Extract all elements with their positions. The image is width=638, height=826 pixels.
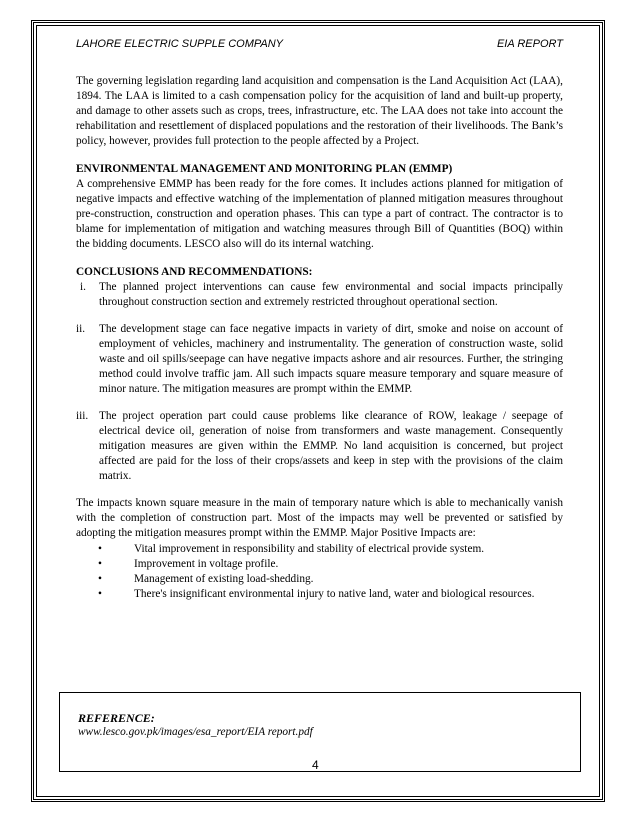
impacts-paragraph: The impacts known square measure in the main of temporary nature which is able to mechanically vanish with the completion of construction part. Most of the impacts may well be prevented or satisfied by adopting the mitigation measures prompt within the EMMP. Major Positive Impacts are: <box>76 497 563 539</box>
emmp-heading: ENVIRONMENTAL MANAGEMENT AND MONITORING PLAN (EMMP) <box>76 163 453 175</box>
item-text: The project operation part could cause problems like clearance of ROW, leakage / seepage of electrical device oil, generation of noise from transformers and waste management. Consequently mitigation measures are given within the EMMP. No land acquisition is concerned, but project affected are paid for the loss of their crops/assets and keep in step with the provisions of the claim matrix. <box>99 410 563 482</box>
item-text: The planned project interventions can cause few environmental and social impacts principally throughout construction section and extremely restricted throughout operational section. <box>99 281 563 308</box>
page-number: 4 <box>312 758 319 772</box>
list-item <box>76 557 563 572</box>
reference-url: www.lesco.gov.pk/images/esa_report/EIA report.pdf <box>78 726 313 738</box>
list-item <box>76 542 563 557</box>
list-item <box>76 572 563 587</box>
conclusion-item <box>76 280 563 310</box>
bullet-icon: • <box>98 588 102 600</box>
item-number: ii. <box>76 323 86 335</box>
intro-paragraph: The governing legislation regarding land acquisition and compensation is the Land Acquisition Act (LAA), 1894. The LAA is limited to a cash compensation policy for the acquisition of land and built-up property, and damage to other assets such as crops, trees, infrastructure, etc. The LAA does not take into account the rehabilitation and resettlement of displaced populations and the restoration of their livelihoods. The Bank’s policy, however, provides full protection to the people affected by a Project. <box>76 75 563 147</box>
conclusions-heading: CONCLUSIONS AND RECOMMENDATIONS: <box>76 266 313 278</box>
header-company: LAHORE ELECTRIC SUPPLE COMPANY <box>76 38 284 50</box>
page-content <box>76 74 563 602</box>
bullet-icon: • <box>98 558 102 570</box>
page-header <box>76 38 563 54</box>
list-item <box>76 587 563 602</box>
reference-title: REFERENCE: <box>78 711 155 725</box>
item-number: iii. <box>76 410 89 422</box>
bullet-icon: • <box>98 543 102 555</box>
positive-impacts-list <box>76 542 563 602</box>
list-item-text: There's insignificant environmental injury to native land, water and biological resources. <box>134 588 535 600</box>
item-text: The development stage can face negative impacts in variety of dirt, smoke and noise on account of employment of vehicles, machinery and instrumentality. The generation of construction waste, solid waste and oil spills/seepage can have negative impacts ashore and air resources. Further, the stringing method could involve traffic jam. All such impacts square measure temporary and square measure of minor nature. The mitigation measures are prompt within the EMMP. <box>99 323 563 395</box>
list-item-text: Management of existing load-shedding. <box>134 573 314 585</box>
header-report-title: EIA REPORT <box>496 38 563 50</box>
item-number: i. <box>80 281 86 293</box>
emmp-paragraph: A comprehensive EMMP has been ready for the fore comes. It includes actions planned for mitigation of negative impacts and effective watching of the implementation of planned mitigation measures throughout pre-construction, construction and operation phases. This can type a part of contract. The contractor is to blame for implementation of mitigation and watching measures through Bill of Quantities (BOQ) within the bidding documents. LESCO also will do its internal watching. <box>76 178 563 250</box>
conclusion-item <box>76 409 563 484</box>
conclusion-item <box>76 322 563 397</box>
list-item-text: Vital improvement in responsibility and stability of electrical provide system. <box>134 543 485 555</box>
bullet-icon: • <box>98 573 102 585</box>
list-item-text: Improvement in voltage profile. <box>134 558 279 570</box>
